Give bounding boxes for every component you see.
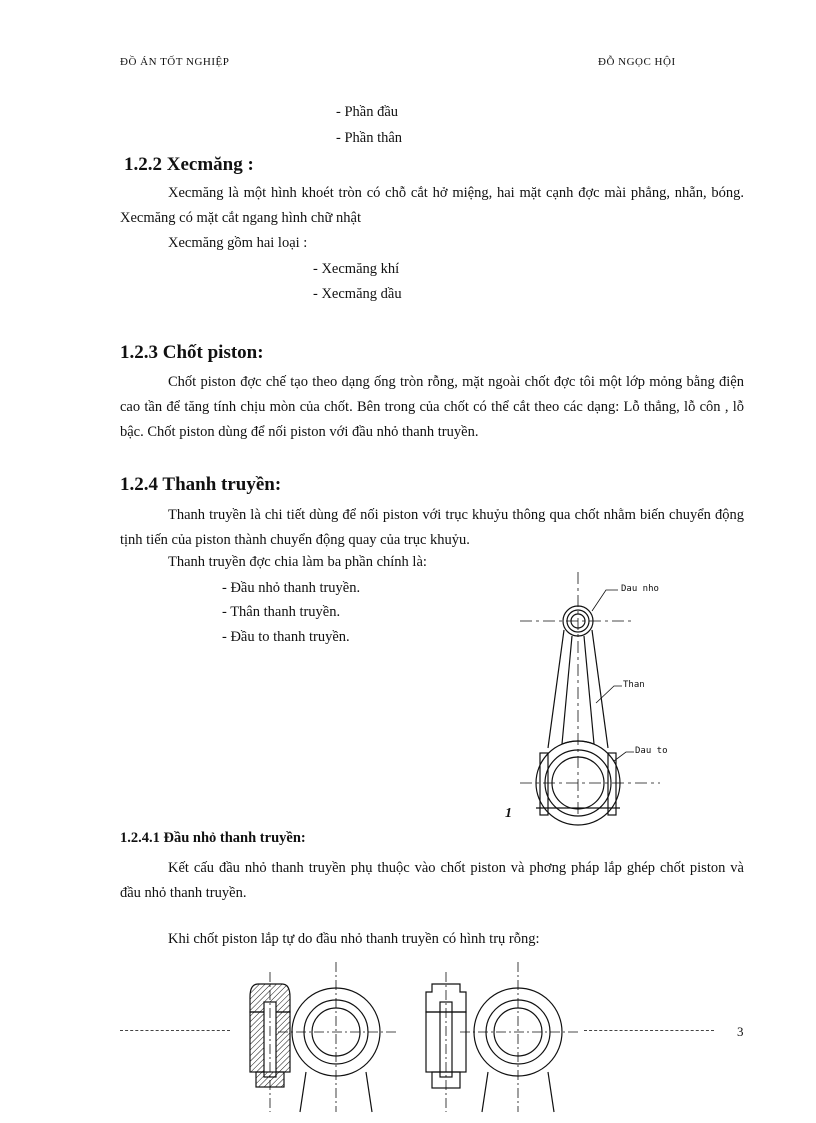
dau-nho-note: Khi chốt piston lắp tự do đầu nhỏ thanh truyền có hình trụ rỗng: xyxy=(168,931,540,947)
paragraph-chot: Chốt piston đợc chế tạo theo dạng ống tròn rỗng, mặt ngoài chốt đợc tôi một lớp mỏng bằng điện cao tần để tăng tính chịu mòn của chốt. Bên trong của chốt có thể cắt theo các dạng: Lỗ thẳng, lỗ côn , lỗ bậc. Chốt piston dùng để nối piston với đầu nhỏ thanh truyền. xyxy=(120,374,744,440)
xecmang-types-intro: Xecmăng gồm hai loại : xyxy=(168,235,308,251)
header-right: ĐỖ NGỌC HỘI xyxy=(598,56,676,68)
section-heading-xecmang: 1.2.2 Xecmăng : xyxy=(124,154,254,175)
figure-label-small-end: Dau nho xyxy=(621,584,659,594)
list-item: - Thân thanh truyền. xyxy=(222,604,341,620)
paragraph-xecmang: Xecmăng là một hình khoét tròn có chỗ cắt hở miệng, hai mặt cạnh đợc mài phẳng, nhẵn, bóng. Xecmăng có mặt cắt ngang hình chữ nhật xyxy=(120,185,744,226)
page-number: 3 xyxy=(737,1024,744,1039)
figure-label-body: Than xyxy=(623,680,645,690)
list-item: - Phần đầu xyxy=(336,104,399,120)
section-heading-thanh-truyen: 1.2.4 Thanh truyền: xyxy=(120,474,282,495)
small-end-drawing-figure xyxy=(236,962,586,1112)
list-item: - Đầu nhỏ thanh truyền. xyxy=(222,580,361,596)
paragraph-thanh-truyen: Thanh truyền là chi tiết dùng để nối piston với trục khuỷu thông qua chốt nhằm biến chuyển động tịnh tiến của piston thành chuyển động quay của trục khuỷu. xyxy=(120,507,744,548)
list-item: - Phần thân xyxy=(336,130,403,146)
paragraph-dau-nho: Kết cấu đầu nhỏ thanh truyền phụ thuộc vào chốt piston và phơng pháp lắp ghép chốt piston và đầu nhỏ thanh truyền. xyxy=(120,860,744,901)
figure-marker: 1 xyxy=(505,806,512,821)
header-left: ĐỒ ÁN TỐT NGHIỆP xyxy=(120,56,230,68)
section-heading-chot: 1.2.3 Chốt piston: xyxy=(120,342,264,363)
list-item: - Xecmăng dầu xyxy=(313,286,402,302)
footer-rule-left xyxy=(120,1030,230,1031)
list-item: - Đầu to thanh truyền. xyxy=(222,629,350,645)
section-heading-dau-nho: 1.2.4.1 Đầu nhỏ thanh truyền: xyxy=(120,830,306,846)
list-item: - Xecmăng khí xyxy=(313,261,400,277)
figure-label-big-end: Dau to xyxy=(635,746,668,756)
footer-rule-right xyxy=(584,1030,714,1031)
connecting-rod-figure xyxy=(510,568,690,830)
parts-intro: Thanh truyền đợc chia làm ba phần chính là: xyxy=(168,554,427,570)
